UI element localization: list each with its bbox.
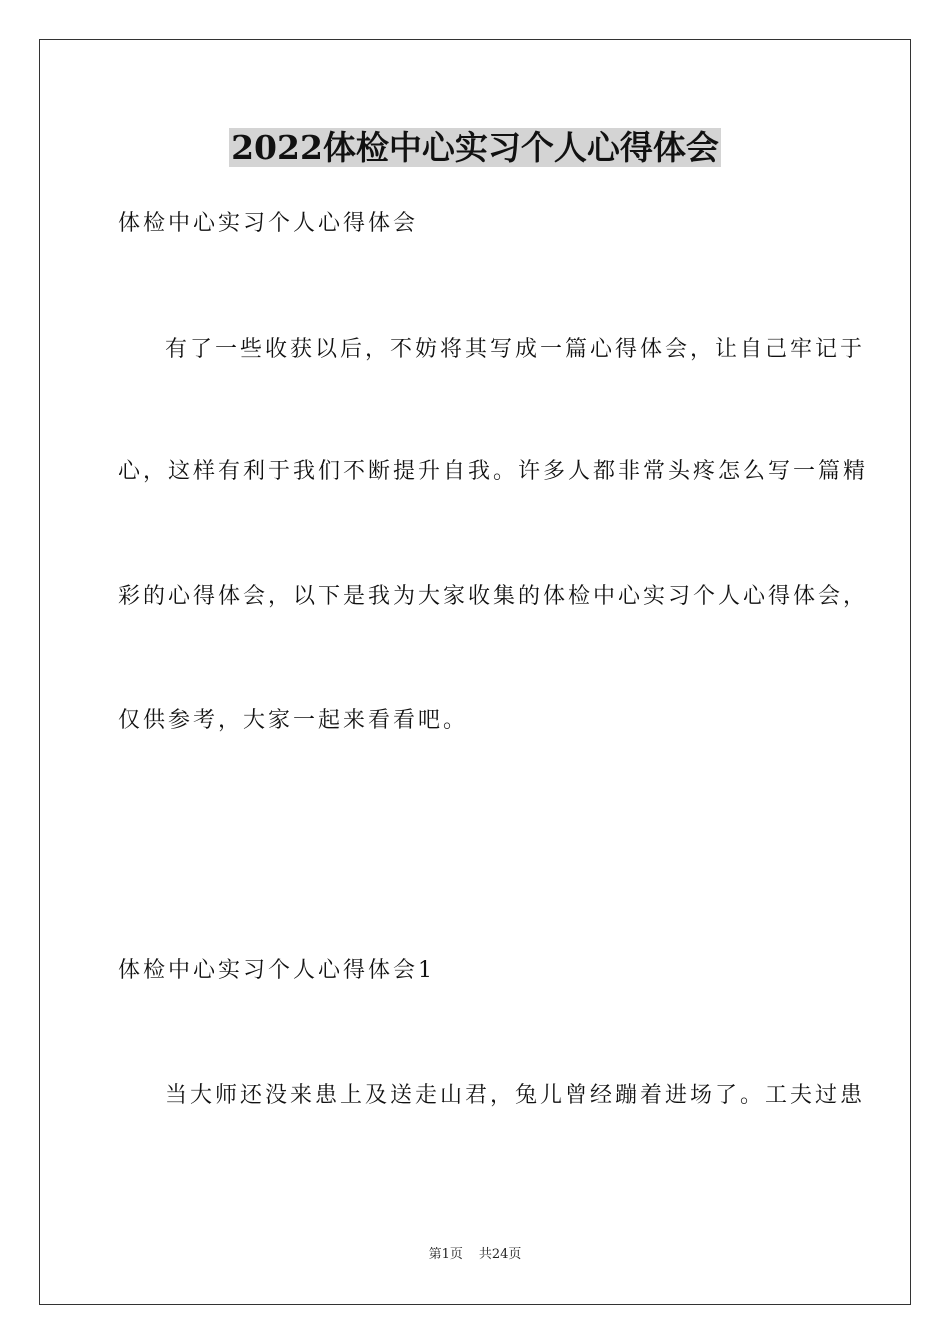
page-total: 共24页 <box>478 1247 522 1262</box>
paragraph-line: 心，这样有利于我们不断提升自我。许多人都非常头疼怎么写一篇精 <box>118 459 869 484</box>
paragraph-line: 当大师还没来患上及送走山君，兔儿曾经蹦着进场了。工夫过患 <box>165 1083 866 1108</box>
document-title <box>0 126 950 170</box>
paragraph-line: 有了一些收获以后，不妨将其写成一篇心得体会，让自己牢记于 <box>165 337 866 362</box>
paragraph-line: 彩的心得体会，以下是我为大家收集的体检中心实习个人心得体会， <box>118 584 869 609</box>
document-title-text: 2022体检中心实习个人心得体会 <box>231 128 719 167</box>
paragraph-line: 仅供参考，大家一起来看看吧。 <box>118 708 469 733</box>
page-footer <box>0 1246 950 1264</box>
section-heading: 体检中心实习个人心得体会 <box>118 211 419 236</box>
section-heading: 体检中心实习个人心得体会1 <box>118 958 435 983</box>
page-number: 第1页 <box>428 1247 463 1262</box>
